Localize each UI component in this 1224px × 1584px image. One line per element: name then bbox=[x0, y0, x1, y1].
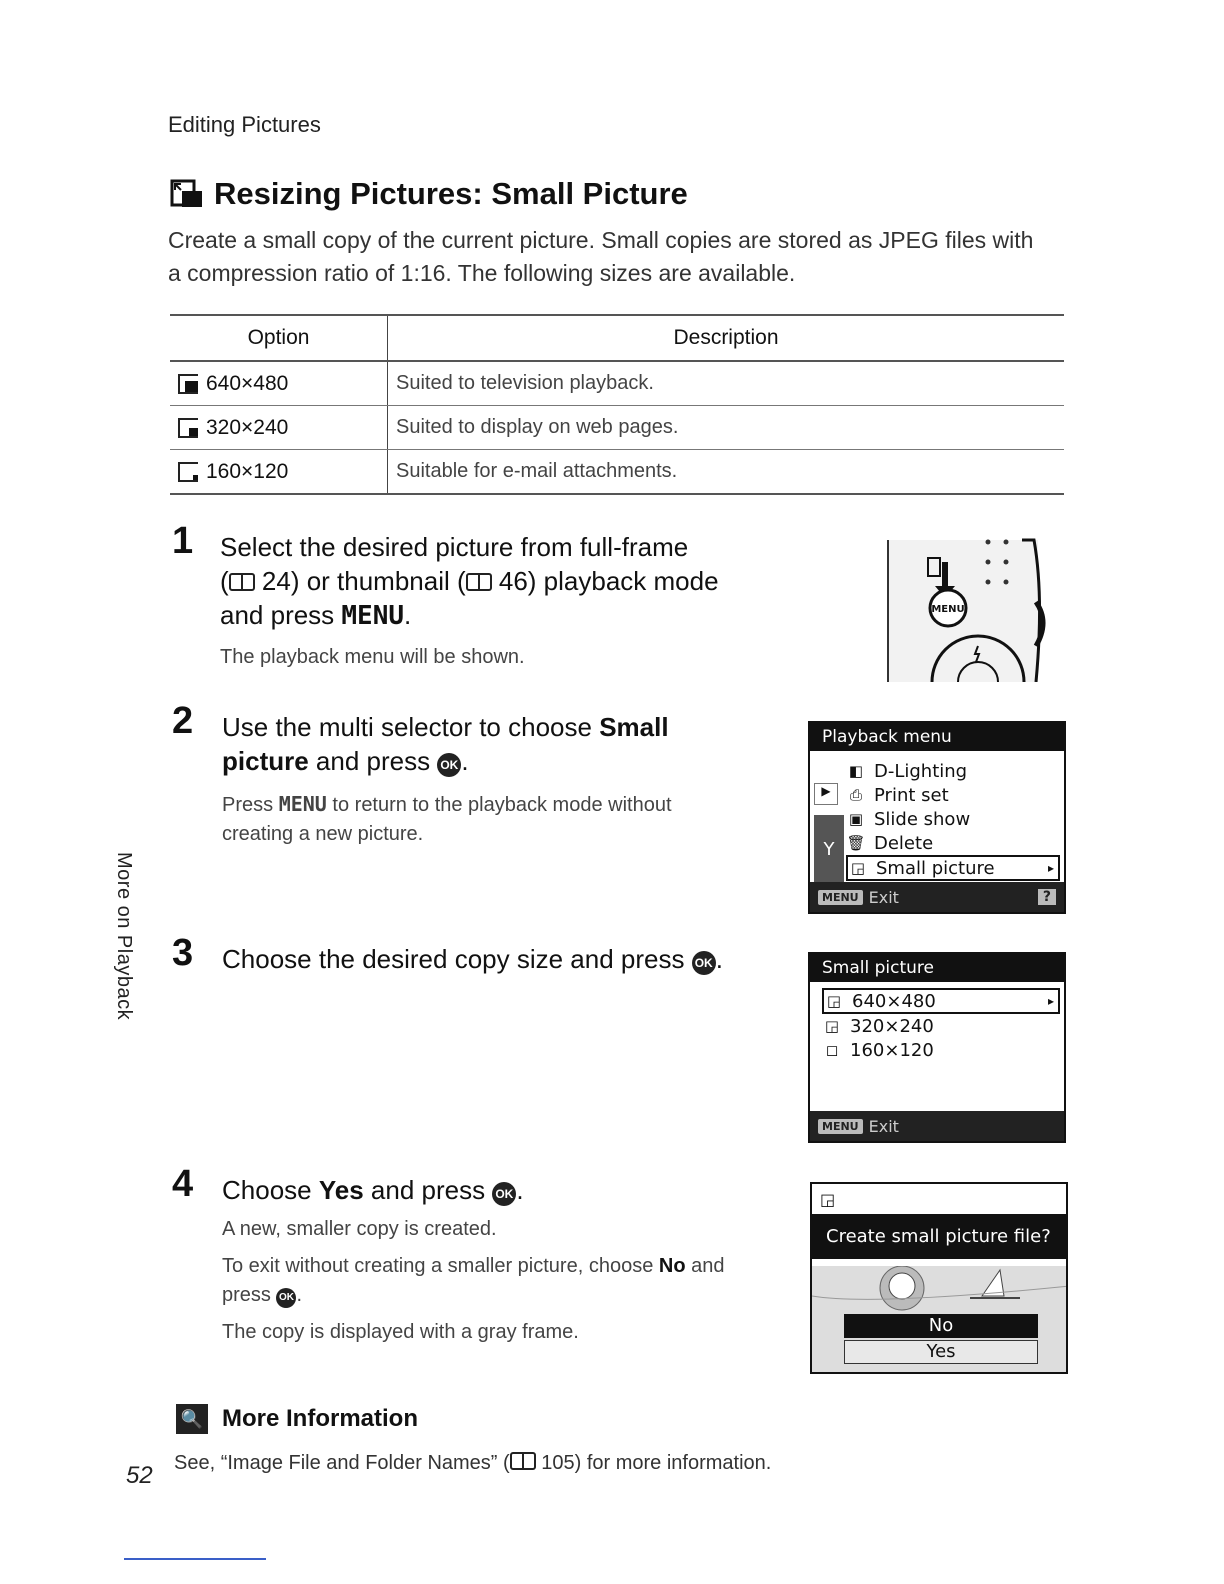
small-picture-menu-footer bbox=[810, 1111, 1064, 1141]
heading-text: Resizing Pictures: Small Picture bbox=[214, 176, 688, 211]
help-icon: ? bbox=[1038, 889, 1056, 905]
size-320-icon: ◲ bbox=[824, 1017, 840, 1035]
menu-chip: MENU bbox=[818, 1119, 863, 1134]
confirm-dialog-screen bbox=[810, 1182, 1068, 1374]
step-1-title bbox=[220, 530, 820, 633]
option-label: 640×480 bbox=[206, 371, 289, 395]
text: Use the multi selector to choose bbox=[222, 712, 600, 742]
text: . bbox=[296, 1284, 303, 1306]
camera-menu-button-illustration bbox=[872, 536, 1052, 682]
menu-item-label: Delete bbox=[874, 832, 934, 854]
intro-line-1: Create a small copy of the current picture. Small copies are stored as JPEG files with bbox=[168, 227, 1034, 253]
page-number: 52 bbox=[126, 1462, 153, 1489]
table-row bbox=[170, 361, 1064, 406]
page-divider bbox=[124, 1558, 266, 1560]
printer-icon: ⎙ bbox=[849, 786, 862, 804]
more-information-text bbox=[174, 1452, 771, 1475]
more-information-heading bbox=[176, 1404, 418, 1434]
text: ( bbox=[220, 566, 229, 596]
text: Choose the desired copy size and press bbox=[222, 944, 692, 974]
size-640-icon bbox=[178, 374, 198, 394]
dialog-prompt: Create small picture file? bbox=[812, 1214, 1066, 1259]
option-description: Suited to display on web pages. bbox=[388, 406, 1065, 450]
step-1-title-line-3 bbox=[220, 598, 820, 633]
text: 24) or thumbnail ( bbox=[254, 566, 466, 596]
text: creating a new picture. bbox=[222, 823, 424, 845]
text: . bbox=[461, 746, 469, 776]
text: . bbox=[404, 600, 412, 630]
step-number-1: 1 bbox=[172, 520, 194, 562]
text: To exit without creating a smaller picture, choose bbox=[222, 1255, 659, 1277]
step-2 bbox=[222, 710, 782, 849]
dialog-option-no[interactable]: No bbox=[844, 1314, 1038, 1338]
text: Yes bbox=[318, 1175, 364, 1205]
option-label: 320×240 bbox=[206, 415, 289, 439]
book-reference-icon bbox=[466, 573, 492, 591]
step-number-4: 4 bbox=[172, 1163, 194, 1205]
page-title bbox=[170, 176, 688, 212]
text: 46) playback mode bbox=[491, 566, 719, 596]
size-320-icon bbox=[178, 418, 198, 438]
exit-label: Exit bbox=[868, 887, 899, 907]
menu-item-label: D-Lighting bbox=[874, 760, 968, 782]
step-1-note: The playback menu will be shown. bbox=[220, 646, 525, 668]
step-1-title-line-1: Select the desired picture from full-frame bbox=[220, 532, 689, 562]
size-options-table bbox=[170, 314, 1064, 495]
playback-menu-list bbox=[846, 759, 1060, 881]
menu-chip: MENU bbox=[818, 890, 863, 905]
dialog-header bbox=[812, 1184, 1066, 1214]
chapter-side-label: More on Playback bbox=[113, 852, 135, 1021]
play-tab-icon: ▶ bbox=[814, 783, 838, 805]
size-160-icon: ◻ bbox=[825, 1041, 839, 1059]
text: No bbox=[658, 1255, 686, 1277]
menu-item-delete[interactable] bbox=[846, 831, 1060, 855]
ok-button-icon: OK bbox=[437, 753, 461, 777]
step-4-note-1: A new, smaller copy is created. bbox=[222, 1218, 497, 1240]
table-header-row bbox=[170, 315, 1064, 361]
text: to return to the playback mode without bbox=[326, 794, 672, 816]
ok-button-icon: OK bbox=[492, 1182, 516, 1206]
step-1-title-line-2 bbox=[220, 564, 820, 598]
book-reference-icon bbox=[229, 573, 255, 591]
dialog-option-yes[interactable]: Yes bbox=[844, 1340, 1038, 1364]
small-picture-menu-screen bbox=[808, 952, 1066, 1143]
text: and press bbox=[363, 1175, 493, 1205]
text: Choose bbox=[222, 1175, 319, 1205]
menu-item-small-picture[interactable] bbox=[846, 855, 1060, 881]
exit-label: Exit bbox=[868, 1116, 899, 1136]
text: 105) for more information. bbox=[535, 1452, 772, 1474]
book-reference-icon bbox=[510, 1452, 536, 1470]
ok-button-icon: OK bbox=[692, 951, 716, 975]
section-title: Editing Pictures bbox=[168, 112, 321, 137]
text: press bbox=[222, 1284, 277, 1306]
menu-item-label: Print set bbox=[874, 784, 949, 806]
step-4-title bbox=[222, 1173, 792, 1207]
text: Small bbox=[599, 712, 669, 742]
ok-button-icon: OK bbox=[276, 1288, 296, 1308]
step-2-title bbox=[222, 710, 782, 778]
magnifier-icon: 🔍 bbox=[176, 1404, 208, 1434]
menu-item-d-lighting[interactable] bbox=[846, 759, 1060, 783]
menu-item-print-set[interactable] bbox=[846, 783, 1060, 807]
small-picture-icon: ◲ bbox=[850, 859, 866, 877]
chevron-right-icon: ▸ bbox=[1047, 994, 1054, 1008]
setup-tab-icon: Y bbox=[814, 815, 844, 885]
step-4 bbox=[222, 1173, 792, 1347]
menu-button-word: MENU bbox=[278, 792, 327, 816]
text: Press bbox=[222, 794, 279, 816]
size-option-label: 320×240 bbox=[850, 1015, 934, 1037]
text: picture bbox=[222, 746, 309, 776]
option-description: Suitable for e-mail attachments. bbox=[388, 450, 1065, 495]
text: and press bbox=[308, 746, 438, 776]
text: and press bbox=[220, 600, 342, 630]
playback-menu-title: Playback menu bbox=[810, 723, 1064, 751]
option-description: Suited to television playback. bbox=[388, 361, 1065, 406]
table-row bbox=[170, 450, 1064, 495]
option-label: 160×120 bbox=[206, 459, 289, 483]
d-lighting-icon: ◧ bbox=[848, 762, 864, 780]
chevron-right-icon: ▸ bbox=[1047, 861, 1054, 875]
size-160-icon bbox=[178, 462, 198, 482]
size-option-320[interactable] bbox=[822, 1014, 1060, 1038]
size-640-icon: ◲ bbox=[826, 992, 842, 1010]
text: See, “Image File and Folder Names” ( bbox=[174, 1452, 510, 1474]
step-number-3: 3 bbox=[172, 932, 194, 974]
small-picture-icon: ◲ bbox=[820, 1189, 836, 1209]
text: . bbox=[516, 1175, 524, 1205]
size-option-160[interactable] bbox=[822, 1038, 1060, 1062]
playback-menu-screen bbox=[808, 721, 1066, 914]
more-info-heading-text: More Information bbox=[222, 1405, 418, 1432]
table-header-description: Description bbox=[388, 315, 1065, 361]
step-2-note bbox=[222, 790, 782, 849]
step-3-title bbox=[222, 942, 782, 976]
step-1 bbox=[220, 530, 820, 672]
table-row bbox=[170, 406, 1064, 450]
intro-paragraph bbox=[168, 224, 1068, 290]
menu-button-label: MENU bbox=[931, 604, 965, 615]
size-option-list bbox=[822, 988, 1060, 1062]
step-number-2: 2 bbox=[172, 700, 194, 742]
menu-item-label: Small picture bbox=[876, 857, 995, 879]
size-option-label: 160×120 bbox=[850, 1039, 934, 1061]
step-4-note-3: The copy is displayed with a gray frame. bbox=[222, 1321, 579, 1343]
trash-icon: 🗑 bbox=[846, 834, 866, 852]
size-option-label: 640×480 bbox=[852, 990, 936, 1012]
menu-button-word: MENU bbox=[341, 601, 405, 631]
small-picture-menu-title: Small picture bbox=[810, 954, 1064, 982]
table-header-option: Option bbox=[170, 315, 388, 361]
menu-item-label: Slide show bbox=[874, 808, 971, 830]
small-picture-icon bbox=[170, 179, 204, 209]
playback-menu-footer bbox=[810, 882, 1064, 912]
text: and bbox=[685, 1255, 725, 1277]
step-4-note-2 bbox=[222, 1252, 792, 1310]
size-option-640[interactable] bbox=[822, 988, 1060, 1014]
menu-item-slide-show[interactable] bbox=[846, 807, 1060, 831]
text: . bbox=[715, 944, 723, 974]
slide-show-icon: ▣ bbox=[848, 810, 864, 828]
intro-line-2: a compression ratio of 1:16. The following sizes are available. bbox=[168, 260, 796, 286]
